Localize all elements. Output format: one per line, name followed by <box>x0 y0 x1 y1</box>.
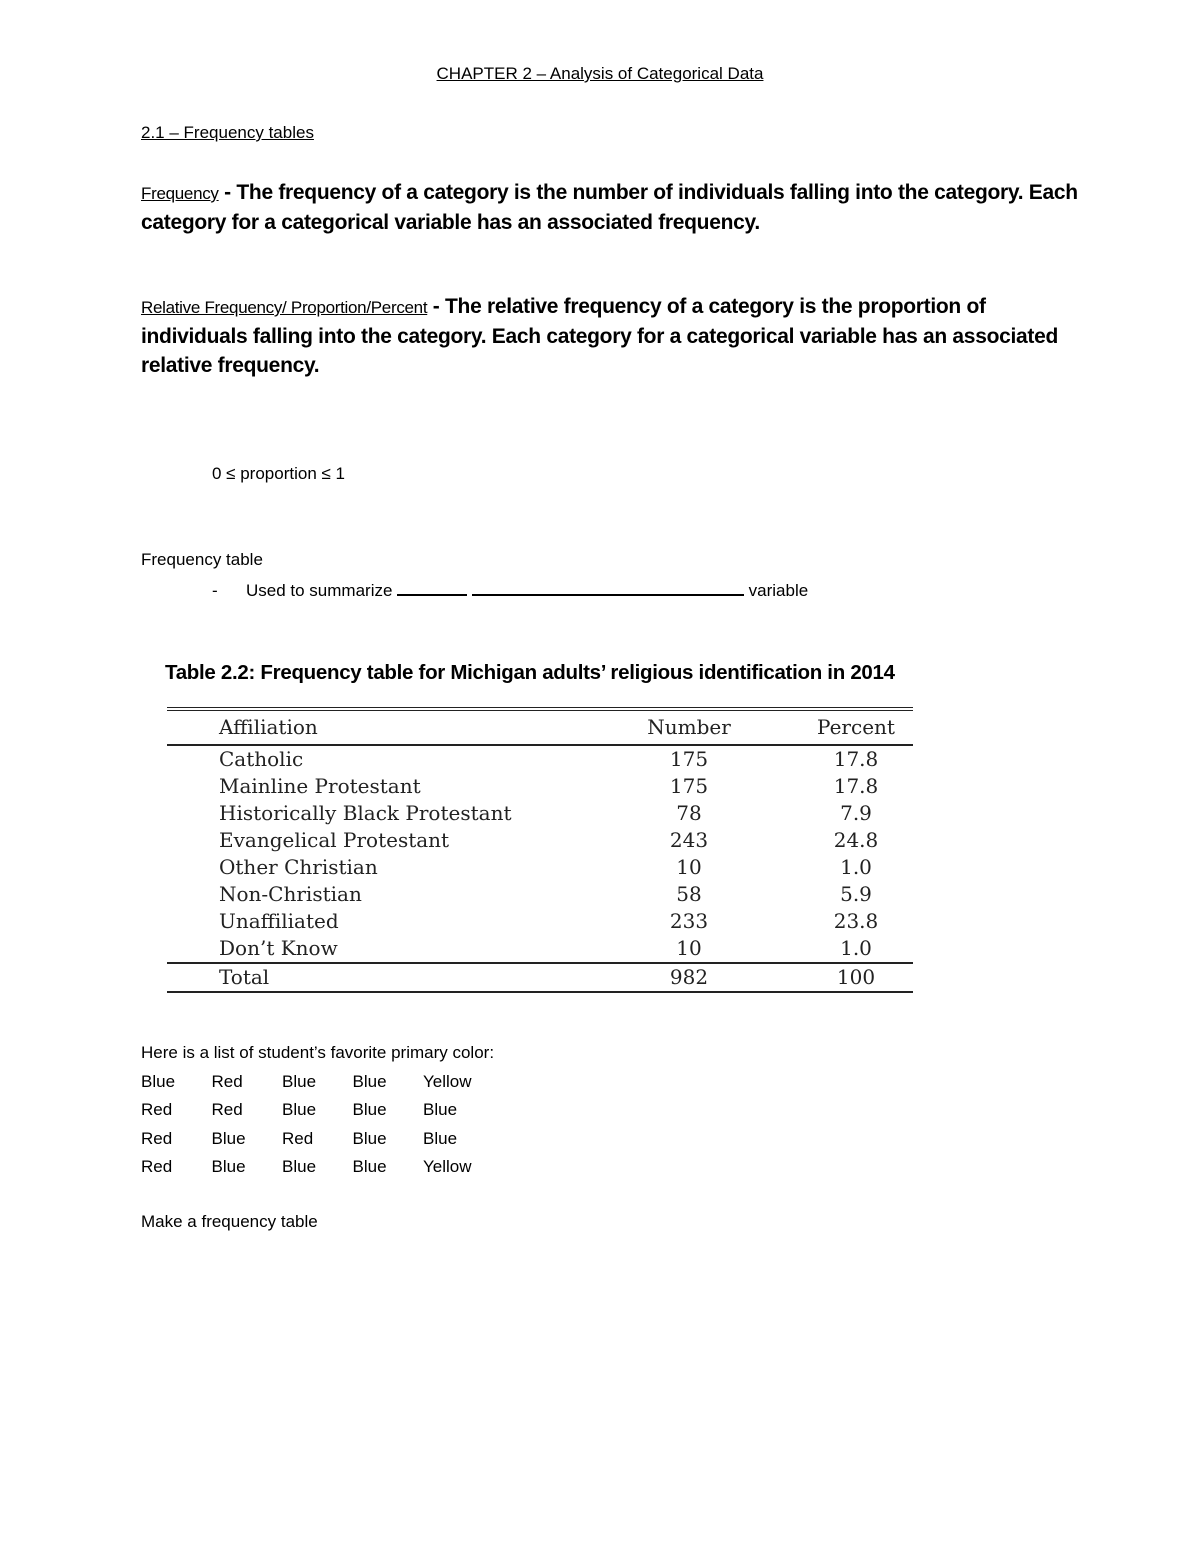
chapter-title: CHAPTER 2 – Analysis of Categorical Data <box>436 64 764 83</box>
table-total-row <box>167 963 913 992</box>
colors-row <box>141 1156 494 1184</box>
color-value: Red <box>141 1100 173 1120</box>
frequency-definition <box>141 178 1081 237</box>
bullet-dash: - <box>212 581 218 600</box>
color-value: Yellow <box>423 1156 472 1176</box>
bullet-item <box>212 578 808 601</box>
table-row <box>167 854 913 881</box>
bullet-prefix: Used to summarize <box>246 581 393 600</box>
color-value: Blue <box>423 1100 458 1120</box>
cell-number: 233 <box>669 909 709 933</box>
cell-affiliation: Evangelical Protestant <box>219 828 450 852</box>
cell-percent: 23.8 <box>833 909 879 933</box>
color-value: Blue <box>352 1100 387 1120</box>
cell-percent: 1.0 <box>840 936 872 960</box>
colors-row <box>141 1128 494 1156</box>
cell-affiliation: Mainline Protestant <box>219 774 421 798</box>
frequency-table <box>167 707 913 993</box>
frequency-table-heading: Frequency table <box>141 550 263 569</box>
colors-row <box>141 1099 494 1127</box>
color-value: Red <box>141 1156 173 1176</box>
table-row <box>167 773 913 800</box>
header-percent: Percent <box>817 715 895 739</box>
color-value: Red <box>141 1128 173 1148</box>
color-value: Blue <box>282 1156 317 1176</box>
cell-number: 78 <box>676 801 702 825</box>
cell-affiliation: Unaffiliated <box>219 909 339 933</box>
fill-in-blank-short <box>397 578 467 596</box>
cell-number: 175 <box>669 747 709 771</box>
cell-percent: 24.8 <box>833 828 879 852</box>
color-value: Blue <box>211 1156 246 1176</box>
color-value: Blue <box>352 1156 387 1176</box>
bullet-suffix: variable <box>748 581 809 600</box>
cell-number: 175 <box>669 774 709 798</box>
cell-percent: 17.8 <box>833 747 879 771</box>
total-label: Total <box>219 965 270 989</box>
colors-grid <box>141 1071 494 1184</box>
table-row <box>167 881 913 908</box>
cell-percent: 7.9 <box>840 801 872 825</box>
cell-affiliation: Other Christian <box>219 855 378 879</box>
relative-frequency-term: Relative Frequency/ Proportion/Percent <box>141 298 428 317</box>
cell-affiliation: Catholic <box>219 747 304 771</box>
frequency-term: Frequency <box>141 184 219 203</box>
table-row <box>167 800 913 827</box>
fill-in-blank-long <box>472 578 744 596</box>
relative-frequency-definition <box>141 292 1081 380</box>
header-number: Number <box>647 715 731 739</box>
table-row <box>167 827 913 854</box>
color-value: Yellow <box>423 1072 472 1091</box>
colors-intro: Here is a list of student’s favorite primary color: <box>141 1043 495 1062</box>
color-value: Blue <box>141 1072 176 1091</box>
color-value: Blue <box>282 1100 317 1120</box>
color-value: Blue <box>352 1128 387 1148</box>
colors-row <box>141 1071 494 1099</box>
header-affiliation: Affiliation <box>219 715 318 739</box>
cell-percent: 1.0 <box>840 855 872 879</box>
instruction-text: Make a frequency table <box>141 1212 318 1231</box>
color-value: Red <box>282 1128 314 1148</box>
cell-number: 10 <box>676 855 702 879</box>
cell-affiliation: Don’t Know <box>219 936 338 960</box>
table-row <box>167 935 913 963</box>
cell-affiliation: Non-Christian <box>219 882 362 906</box>
total-percent: 100 <box>836 965 876 989</box>
color-value: Blue <box>211 1128 246 1148</box>
relative-frequency-definition-text: - The relative frequency of a category is the proportion of individuals falling into the category. Each category for a categorical variable has an associated relative frequency. <box>141 295 1058 377</box>
cell-percent: 17.8 <box>833 774 879 798</box>
table-header-row <box>167 709 913 745</box>
color-value: Blue <box>423 1128 458 1148</box>
cell-number: 10 <box>676 936 702 960</box>
color-value: Blue <box>282 1072 317 1091</box>
cell-affiliation: Historically Black Protestant <box>219 801 512 825</box>
cell-number: 243 <box>669 828 709 852</box>
color-value: Red <box>211 1100 243 1120</box>
frequency-definition-text: - The frequency of a category is the number of individuals falling into the category. Each category for a categorical variable has an associated frequency. <box>141 181 1078 234</box>
color-value: Red <box>211 1072 243 1091</box>
table-row <box>167 745 913 773</box>
cell-number: 58 <box>676 882 702 906</box>
cell-percent: 5.9 <box>840 882 872 906</box>
total-number: 982 <box>669 965 709 989</box>
section-heading: 2.1 – Frequency tables <box>141 123 314 142</box>
table-row <box>167 908 913 935</box>
proportion-inequality: 0 ≤ proportion ≤ 1 <box>212 464 346 483</box>
table-caption: Table 2.2: Frequency table for Michigan adults’ religious identification in 2014 <box>165 661 895 684</box>
color-value: Blue <box>352 1072 387 1091</box>
